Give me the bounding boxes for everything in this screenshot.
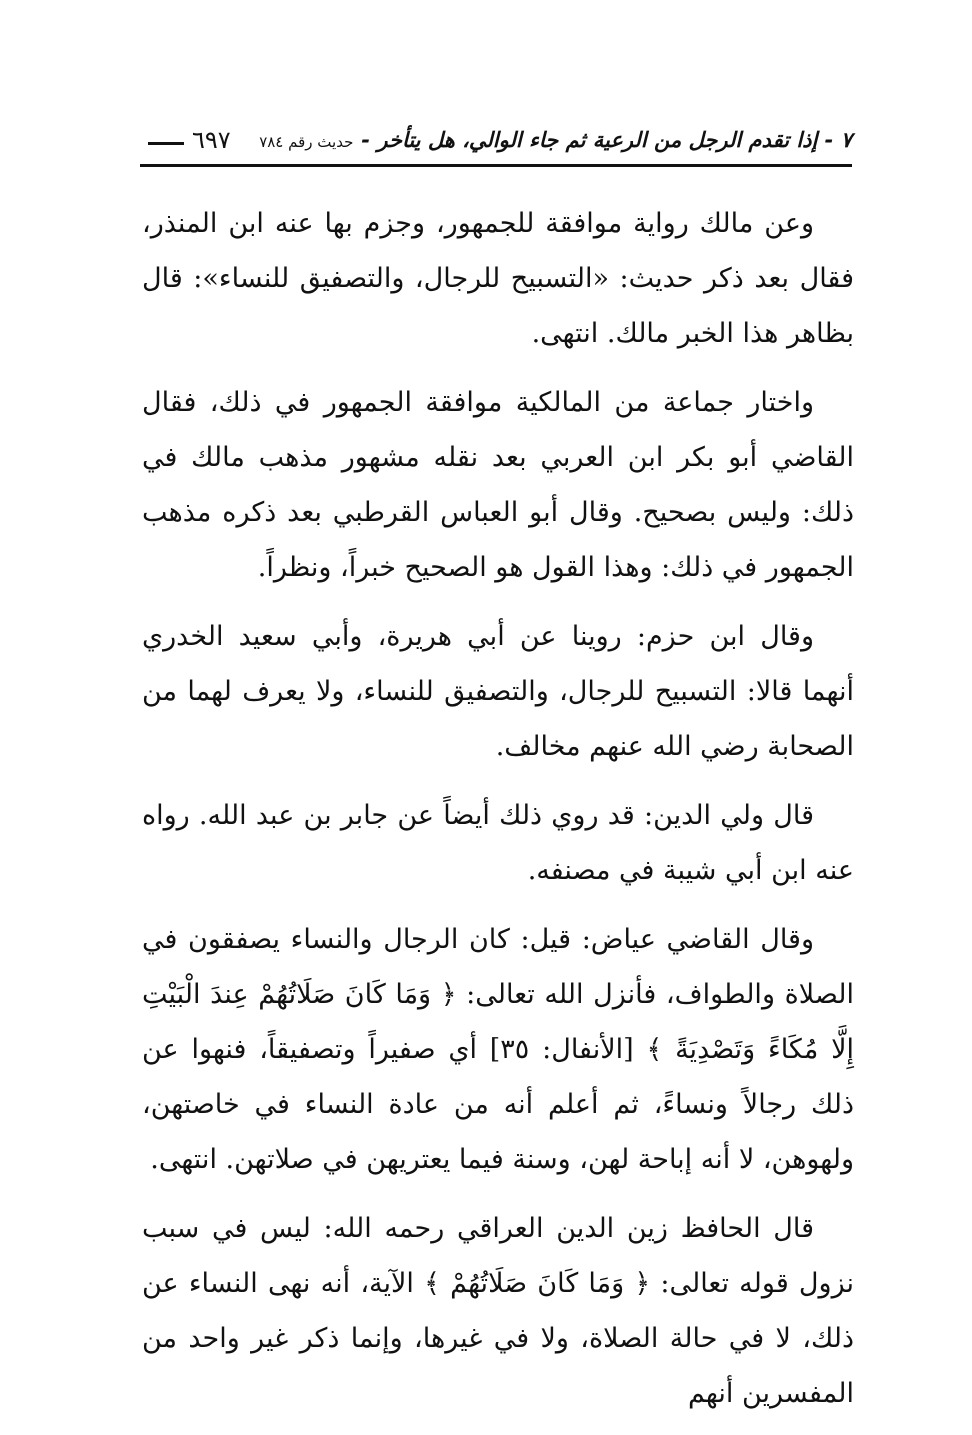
- chapter-title: ٧ - إذا تقدم الرجل من الرعية ثم جاء الوالي، هل يتأخر -: [361, 128, 852, 152]
- main-text: [142, 196, 854, 1435]
- hadith-reference: حديث رقم ٧٨٤: [259, 133, 354, 151]
- paragraph-3: وقال ابن حزم: روينا عن أبي هريرة، وأبي سعيد الخدري أنهما قالا: التسبيح للرجال، والتصفيق للنساء، ولا يعرف لهما من الصحابة رضي الله عنهم مخالف.: [142, 621, 854, 762]
- page-number-dash: [148, 142, 184, 145]
- paragraph-2: واختار جماعة من المالكية موافقة الجمهور في ذلك، فقال القاضي أبو بكر ابن العربي بعد نقله مشهور مذهب مالك في ذلك: وليس بصحيح. وقال أبو العباس القرطبي بعد ذكره مذهب الجمهور في ذلك: وهذا القول هو الصحيح خبراً، ونظراً.: [142, 387, 854, 583]
- running-header: [140, 118, 852, 174]
- page-number: ٦٩٧: [192, 126, 231, 154]
- header-titles: [140, 118, 852, 162]
- header-rule: [140, 164, 852, 167]
- paragraph-4: قال ولي الدين: قد روي ذلك أيضاً عن جابر بن عبد الله. رواه عنه ابن أبي شيبة في مصنفه.: [142, 800, 854, 886]
- paragraph-1: وعن مالك رواية موافقة للجمهور، وجزم بها عنه ابن المنذر، فقال بعد ذكر حديث: «التسبيح للرجال، والتصفيق للنساء»: قال بظاهر هذا الخبر مالك. انتهى.: [142, 208, 854, 349]
- paragraph-5: وقال القاضي عياض: قيل: كان الرجال والنساء يصفقون في الصلاة والطواف، فأنزل الله تعالى: ﴿ وَمَا كَانَ صَلَاتُهُمْ عِندَ الْبَيْتِ إِلَّا مُكَاءً وَتَصْدِيَةً ﴾ [الأنفال: ٣٥] أي صفيراً وتصفيقاً، فنهوا عن ذلك رجالاً ونساءً، ثم أعلم أنه من عادة النساء في خاصتهن، ولهوهن، لا أنه إباحة لهن، وسنة فيما يعتريهن في صلاتهن. انتهى.: [142, 924, 855, 1175]
- paragraph-6: قال الحافظ زين الدين العراقي رحمه الله: ليس في سبب نزول قوله تعالى: ﴿ وَمَا كَانَ صَلَاتُهُمْ ﴾ الآية، أنه نهى النساء عن ذلك، لا في حالة الصلاة، ولا في غيرها، وإنما ذكر غير واحد من المفسرين أنهم: [142, 1213, 854, 1409]
